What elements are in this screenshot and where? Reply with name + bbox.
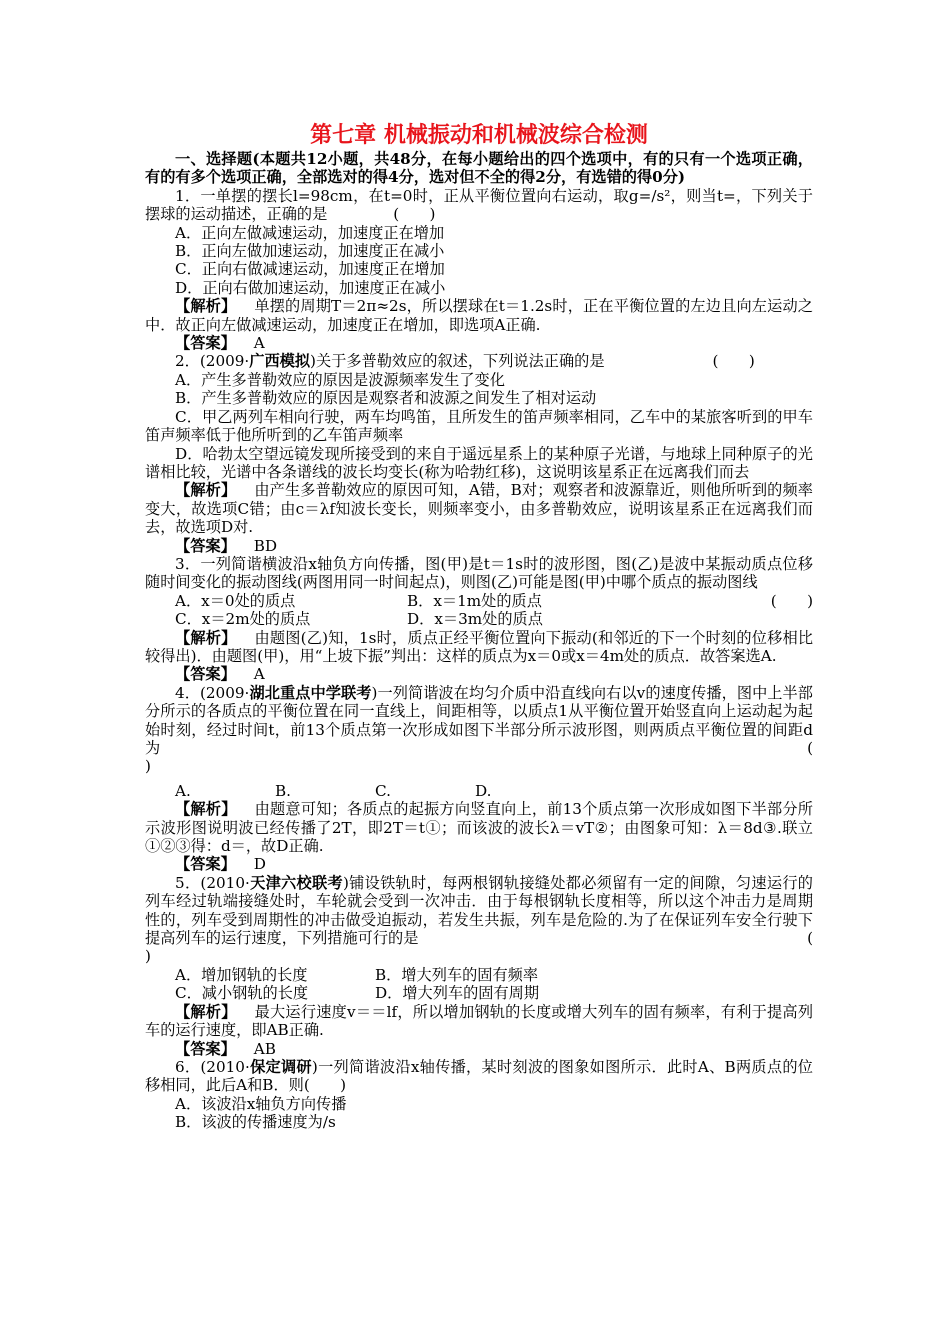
question-source: 保定调研 — [249, 1057, 312, 1076]
answer-paren-close: ) — [145, 947, 151, 966]
option-row — [145, 592, 741, 610]
question-number: 4．(2009· — [175, 683, 250, 702]
solution-text: 由题意可知；各质点的起振方向竖直向上，前13个质点第一次形成如图下半部分所示波形图说明波已经传播了2T，即2T＝t①；而该波的波长λ＝vT②；由图象可知：λ＝8d③.联立①②③得：d＝，故D正确. — [145, 800, 813, 856]
question-stem — [145, 684, 813, 758]
option-c: C．正向右做减速运动，加速度正在增加 — [175, 260, 445, 279]
question-number: 2．(2009· — [175, 352, 250, 371]
option-b: B．产生多普勒效应的原因是观察者和波源之间发生了相对运动 — [175, 389, 597, 408]
option-d: D．正向右做加速运动，加速度正在减小 — [175, 278, 446, 297]
solution-label: 【解析】 — [175, 1002, 237, 1021]
option-row — [145, 966, 813, 984]
option-a: A．增加钢轨的长度 — [175, 965, 308, 984]
answer-value: A — [253, 665, 265, 684]
question-number: 5．(2010· — [175, 873, 250, 892]
question-source: 天津六校联考 — [249, 873, 343, 892]
answer-block — [145, 855, 813, 873]
answer-label: 【答案】 — [175, 1039, 236, 1058]
solution-label: 【解析】 — [175, 800, 237, 819]
section-intro: 一、选择题(本题共12小题，共48分，在每小题给出的四个选项中，有的只有一个选项正确，有的有多个选项正确，全部选对的得4分，选对但不全的得2分，有选错的得0分) — [145, 150, 813, 187]
solution-label: 【解析】 — [175, 481, 237, 500]
question-stem — [145, 352, 813, 370]
solution-block — [145, 629, 813, 666]
option-b: B．该波的传播速度为/s — [175, 1113, 336, 1132]
option-b: B．正向左做加速运动，加速度正在减小 — [175, 242, 445, 261]
solution-text: 由题图(乙)知，1s时，质点正经平衡位置向下振动(和邻近的下一个时刻的位移相比较得出)．由题图(甲)，用“上坡下振”判出：这样的质点为x＝0或x＝4m处的质点．故答案选A. — [145, 628, 814, 665]
option-b: B．x＝1m处的质点 — [407, 591, 542, 610]
option-c: C．x＝2m处的质点 — [175, 610, 311, 629]
option-d: D．x＝3m处的质点 — [407, 610, 543, 629]
question-source: 湖北重点中学联考 — [249, 683, 372, 702]
question-stem-text: )关于多普勒效应的叙述，下列说法正确的是 — [310, 352, 605, 371]
option-b: B．增大列车的固有频率 — [375, 965, 539, 984]
option-b: B. — [275, 781, 291, 800]
solution-block — [145, 800, 813, 855]
option-a: A．产生多普勒效应的原因是波源频率发生了变化 — [175, 370, 505, 389]
question-stem-text: 3．一列简谐横波沿x轴负方向传播，图(甲)是t＝1s时的波形图，图(乙)是波中某振动质点位移随时间变化的振动图线(两图用同一时间起点)，则图(乙)可能是图(甲)中哪个质点的振动图线 — [145, 554, 813, 592]
answer-value: D — [253, 855, 266, 874]
solution-text: 由产生多普勒效应的原因可知，A错，B对；观察者和波源靠近，则他所听到的频率变大，故选项C错；由c＝λf知波长变长，则频率变小，由多普勒效应，说明该星系正在远离我们而去，故选项D对. — [145, 481, 813, 537]
solution-block — [145, 1003, 813, 1040]
question-2 — [145, 352, 813, 554]
solution-label: 【解析】 — [175, 628, 237, 647]
answer-label: 【答案】 — [175, 855, 236, 874]
question-stem — [145, 874, 813, 948]
option-a: A. — [175, 781, 191, 800]
question-number: 6．(2010· — [175, 1057, 250, 1076]
question-stem-text: 1．一单摆的摆长l=98cm，在t=0时，正从平衡位置向右运动，取g=/s²，则当t=，下列关于摆球的运动描述，正确的是 — [145, 186, 813, 224]
solution-label: 【解析】 — [175, 297, 237, 316]
question-stem — [145, 1058, 813, 1095]
option-c: C. — [375, 781, 391, 800]
answer-block — [145, 1040, 813, 1058]
solution-text: 最大运行速度v＝＝lf，所以增加钢轨的长度或增大列车的固有频率，有利于提高列车的运行速度，即AB正确. — [145, 1002, 814, 1040]
question-1 — [145, 187, 813, 353]
answer-block — [145, 537, 813, 555]
answer-label: 【答案】 — [175, 334, 236, 353]
answer-paren: ( ) — [712, 352, 755, 371]
answer-block — [145, 665, 813, 683]
option-c: C．甲乙两列车相向行驶，两车均鸣笛，且所发生的笛声频率相同，乙车中的某旅客听到的甲车笛声频率低于他所听到的乙车笛声频率 — [145, 407, 813, 445]
option-a: A．正向左做减速运动，加速度正在增加 — [175, 223, 445, 242]
option-a: A．该波沿x轴负方向传播 — [175, 1094, 347, 1113]
option-d: D．增大列车的固有周期 — [375, 984, 540, 1003]
answer-block — [145, 334, 813, 352]
option-row — [145, 782, 813, 800]
option-row — [145, 610, 813, 628]
answer-label: 【答案】 — [175, 536, 236, 555]
solution-text: 单摆的周期T＝2π≈2s，所以摆球在t＝1.2s时，正在平衡位置的左边且向左运动之中．故正向左做减速运动，加速度正在增加，即选项A正确. — [145, 297, 813, 334]
option-d: D. — [475, 781, 492, 800]
page-title: 第七章 机械振动和机械波综合检测 — [310, 123, 648, 148]
question-stem-text: )一列简谐波沿x轴传播，某时刻波的图象如图所示．此时A、B两质点的位移相同，此后A和B．则( ) — [145, 1057, 813, 1095]
question-stem-text: )一列简谐波在均匀介质中沿直线向右以v的速度传播，图中上半部分所示的各质点的平衡位置在同一直线上，间距相等，以质点1从平衡位置开始竖直向上运动起为起始时刻，经过时间t，前13个质点第一次形成如图下半部分所示波形图，则两质点平衡位置的间距d为 — [145, 683, 813, 757]
question-3 — [145, 555, 813, 684]
option-d: D．哈勃太空望远镜发现所接受到的来自于遥远星系上的某种原子光谱，与地球上同种原子的光谱相比较，光谱中各条谱线的波长均变长(称为哈勃红移)，这说明该星系正在远离我们而去 — [145, 444, 813, 481]
answer-paren: ( ) — [770, 591, 813, 610]
question-source: 广西模拟 — [249, 352, 311, 371]
question-4 — [145, 684, 813, 874]
answer-paren-close: ) — [145, 757, 151, 776]
option-c: C．减小钢轨的长度 — [175, 984, 309, 1003]
answer-paren-open: ( — [807, 739, 813, 757]
answer-value: AB — [253, 1039, 276, 1058]
option-a: A．x＝0处的质点 — [175, 591, 296, 610]
document-page — [145, 122, 813, 1132]
question-stem — [145, 187, 813, 224]
solution-block — [145, 297, 813, 334]
answer-value: BD — [253, 536, 278, 555]
question-stem-text: )铺设铁轨时，每两根钢轨接缝处都必须留有一定的间隙，匀速运行的列车经过轨端接缝处时，车轮就会受到一次冲击．由于每根钢轨长度相等，所以这个冲击力是周期性的，列车受到周期性的冲击做受迫振动，若发生共振，列车是危险的.为了在保证列车安全行驶下提高列车的运行速度，下列措施可行的是 — [145, 873, 813, 948]
answer-paren-open: ( — [807, 929, 813, 948]
question-5 — [145, 874, 813, 1058]
question-6 — [145, 1058, 813, 1132]
answer-value: A — [253, 334, 265, 353]
answer-paren: ( ) — [393, 205, 436, 224]
answer-label: 【答案】 — [175, 665, 236, 684]
option-row — [145, 984, 813, 1002]
solution-block — [145, 481, 813, 536]
